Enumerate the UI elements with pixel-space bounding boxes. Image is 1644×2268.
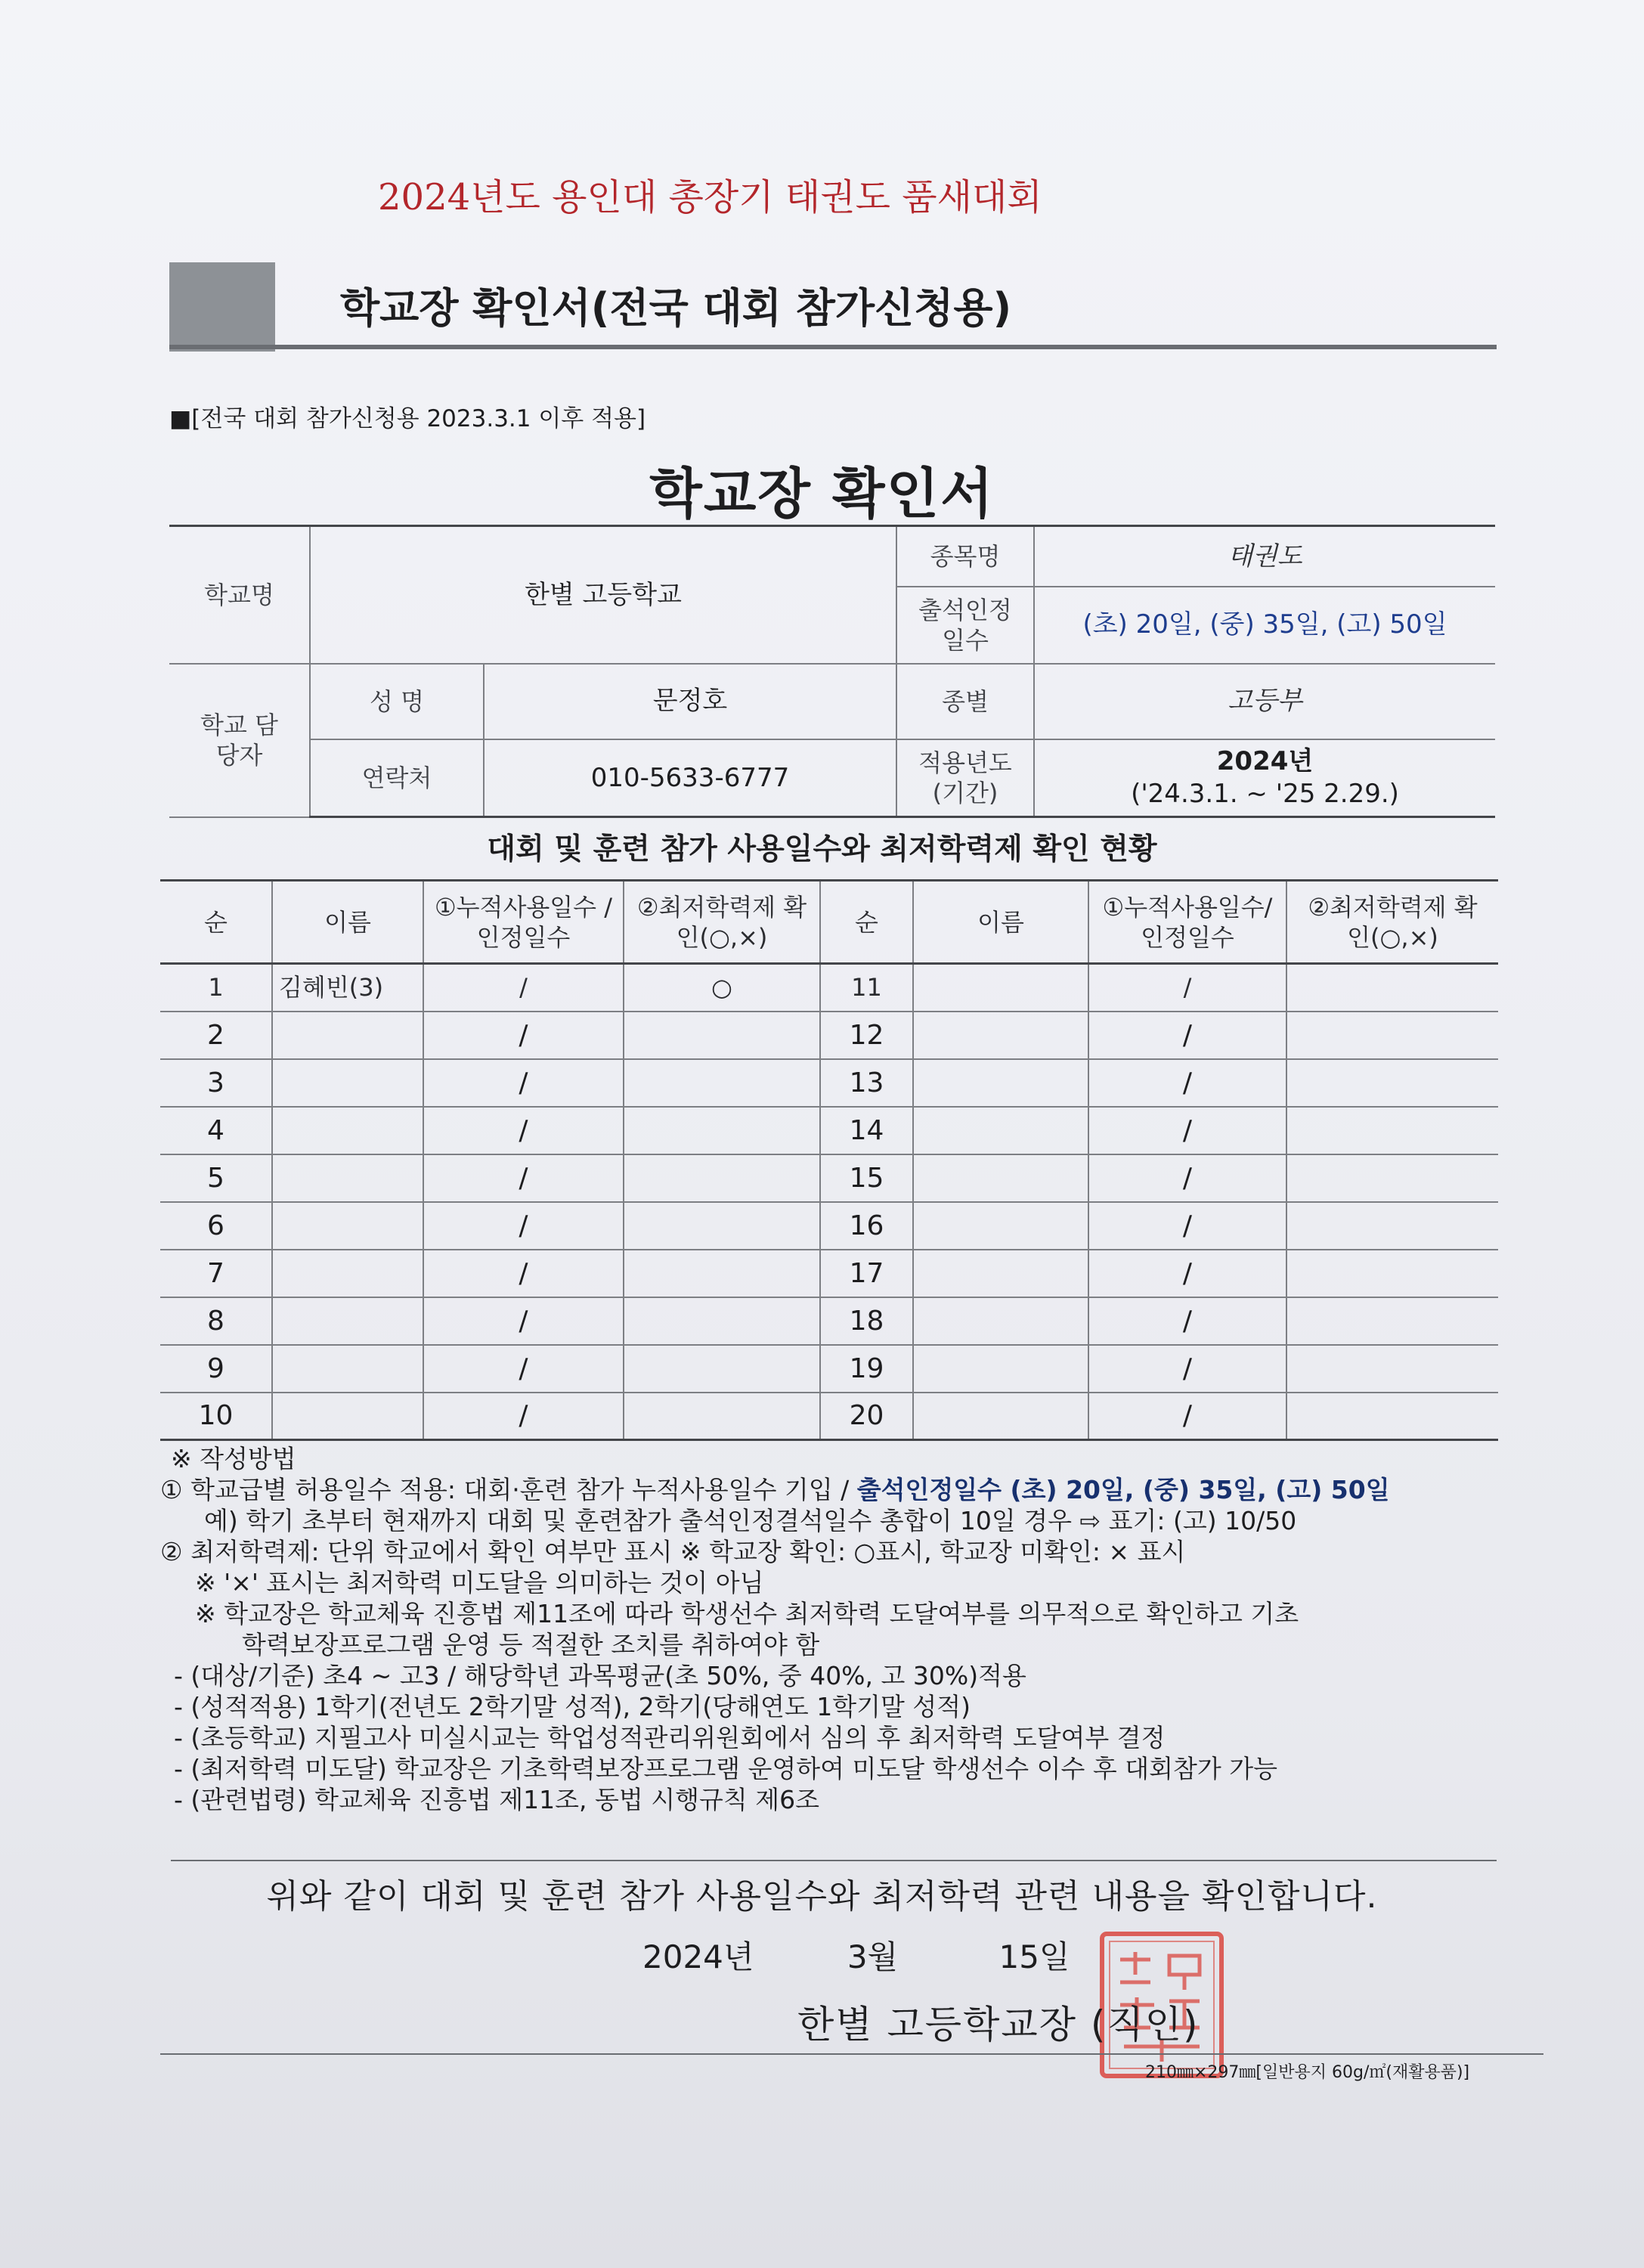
row-days-right: / [1088,1202,1286,1250]
row-name-right [913,1059,1088,1107]
row-no-right: 12 [820,1012,913,1059]
table-row [160,1202,1498,1250]
header-days-right-text: ①누적사용일수/ 인정일수 [1102,892,1273,952]
row-min-check [624,1250,820,1297]
row-name [272,1154,423,1202]
contact-label: 연락처 [310,739,484,817]
row-days-right: / [1088,1250,1286,1297]
category-value: 고등부 [1034,664,1495,739]
row-name [272,1345,423,1393]
row-days: / [423,1107,624,1154]
header-no-right: 순 [820,881,913,964]
table-row [160,1107,1498,1154]
row-no-right: 14 [820,1107,913,1154]
row-no-right: 16 [820,1202,913,1250]
sport-label: 종목명 [896,526,1034,587]
instruction-item-1-text: ① 학교급별 허용일수 적용: 대회·훈련 참가 누적사용일수 기입 / [160,1475,857,1504]
table-row [160,1059,1498,1107]
instruction-dash-4: - (최저학력 미도달) 학교장은 기초학력보장프로그램 운영하여 미도달 학생선수 이수 후 대회참가 가능 [174,1754,1278,1783]
manager-label [169,664,310,817]
row-min-check: ○ [624,964,820,1012]
row-no: 2 [160,1012,272,1059]
attend-label [896,587,1034,664]
row-no: 10 [160,1393,272,1440]
header-days [423,881,624,964]
school-label: 학교명 [169,526,310,664]
row-days: / [423,1154,624,1202]
instruction-dash-3: - (초등학교) 지필고사 미실시교는 학업성적관리위원회에서 심의 후 최저학력 도달여부 결정 [174,1723,1166,1752]
row-days-right: / [1088,964,1286,1012]
row-min-check-right [1286,1345,1498,1393]
header-min [624,881,820,964]
row-name-right [913,1012,1088,1059]
table-row [160,1297,1498,1345]
date-month: 3월 [847,1938,899,1975]
row-no: 8 [160,1297,272,1345]
row-min-check [624,1059,820,1107]
year-label-text: 적용년도 (기간) [918,748,1012,807]
row-days-right: / [1088,1345,1286,1393]
row-min-check [624,1393,820,1440]
instruction-dash-5: - (관련법령) 학교체육 진흥법 제11조, 동법 시행규칙 제6조 [174,1785,819,1814]
row-name-right [913,1345,1088,1393]
row-min-check-right [1286,1202,1498,1250]
header-min-right [1286,881,1498,964]
instruction-dash-2: - (성적적용) 1학기(전년도 2학기말 성적), 2학기(당해연도 1학기말 성적) [174,1692,971,1721]
row-no: 4 [160,1107,272,1154]
instruction-example: 예) 학기 초부터 현재까지 대회 및 훈련참가 출석인정결석일수 총합이 10일 경우 ⇨ 표기: (고) 10/50 [204,1506,1297,1535]
row-name-right [913,1107,1088,1154]
instruction-item-1-highlight: 출석인정일수 (초) 20일, (중) 35일, (고) 50일 [856,1475,1390,1504]
row-name-right [913,1250,1088,1297]
row-no-right: 19 [820,1345,913,1393]
confirmation-statement: 위와 같이 대회 및 훈련 참가 사용일수와 최저학력 관련 내용을 확인합니다. [266,1877,1378,1916]
row-min-check-right [1286,1154,1498,1202]
row-no: 9 [160,1345,272,1393]
divider-line [171,1860,1497,1861]
category-label: 종별 [896,664,1034,739]
row-days: / [423,1202,624,1250]
event-title: 2024년도 용인대 총장기 태권도 품새대회 [378,176,1042,218]
manager-name: 문정호 [484,664,896,739]
year-cell [1034,739,1495,817]
table-row [160,1154,1498,1202]
section-title: 대회 및 훈련 참가 사용일수와 최저학력제 확인 현황 [487,832,1157,866]
row-min-check [624,1202,820,1250]
main-title: 학교장 확인서 [649,462,995,525]
instruction-note-1: ※ '×' 표시는 최저학력 미도달을 의미하는 것이 아님 [195,1568,764,1597]
row-name [272,1012,423,1059]
attend-value: (초) 20일, (중) 35일, (고) 50일 [1034,587,1495,664]
row-no-right: 13 [820,1059,913,1107]
row-days-right: / [1088,1012,1286,1059]
period-value: ('24.3.1. ~ '25 2.29.) [1131,778,1399,809]
school-name: 한별 고등학교 [310,526,896,664]
banner-title: 학교장 확인서(전국 대회 참가신청용) [340,284,1012,332]
row-no-right: 11 [820,964,913,1012]
header-min-right-text: ②최저학력제 확인(○,×) [1308,892,1478,952]
row-min-check-right [1286,1393,1498,1440]
header-days-text: ①누적사용일수 /인정일수 [434,892,613,952]
row-days-right: / [1088,1059,1286,1107]
row-name-right [913,1202,1088,1250]
row-name [272,1250,423,1297]
row-days: / [423,1297,624,1345]
applicability-note: ■[전국 대회 참가신청용 2023.3.1 이후 적용] [169,405,646,432]
name-label: 성 명 [310,664,484,739]
date-year: 2024년 [642,1938,754,1975]
header-name-right: 이름 [913,881,1088,964]
school-info-table [169,525,1495,818]
table-header-row [160,881,1498,964]
row-name [272,1393,423,1440]
row-days-right: / [1088,1154,1286,1202]
banner-block [169,262,275,352]
row-name-right [913,1297,1088,1345]
instruction-note-2-line-1: ※ 학교장은 학교체육 진흥법 제11조에 따라 학생선수 최저학력 도달여부를 의무적으로 확인하고 기초 [195,1599,1299,1628]
date-day: 15일 [998,1938,1070,1975]
instruction-item-1 [160,1475,1543,1506]
row-no-right: 15 [820,1154,913,1202]
row-days-right: / [1088,1297,1286,1345]
table-row [160,964,1498,1012]
row-no: 1 [160,964,272,1012]
row-min-check [624,1012,820,1059]
row-min-check [624,1297,820,1345]
row-no: 5 [160,1154,272,1202]
banner-underline [169,345,1497,349]
row-days: / [423,1393,624,1440]
row-no-right: 18 [820,1297,913,1345]
row-min-check-right [1286,1012,1498,1059]
row-name-right [913,1154,1088,1202]
instructions [160,1444,1543,1816]
header-name: 이름 [272,881,423,964]
row-min-check [624,1345,820,1393]
issue-date [642,1932,1070,1978]
principal-signature: 한별 고등학교장 (직인) [797,2003,1200,2046]
table-row [160,1012,1498,1059]
row-days: / [423,1345,624,1393]
row-name [272,1107,423,1154]
row-name-right [913,1393,1088,1440]
row-days-right: / [1088,1393,1286,1440]
footer-divider [160,2053,1543,2055]
row-name: 김혜빈(3) [272,964,423,1012]
contact-value: 010-5633-6777 [484,739,896,817]
row-name [272,1297,423,1345]
table-row [160,1345,1498,1393]
row-days: / [423,1012,624,1059]
sport-value: 태권도 [1034,526,1495,587]
instruction-note-2-line-2: 학력보장프로그램 운영 등 적절한 조치를 취하여야 함 [242,1630,820,1659]
paper-spec-footer: 210㎜×297㎜[일반용지 60g/㎡(재활용품)] [1145,2063,1470,2082]
row-days: / [423,1059,624,1107]
row-name-right [913,964,1088,1012]
instruction-dash-1: - (대상/기준) 초4 ~ 고3 / 해당학년 과목평균(초 50%, 중 40%, 고 30%)적용 [174,1661,1026,1690]
row-name [272,1059,423,1107]
participation-table [160,879,1498,1441]
row-no: 6 [160,1202,272,1250]
row-min-check-right [1286,1297,1498,1345]
row-no-right: 17 [820,1250,913,1297]
instruction-item-2: ② 최저학력제: 단위 학교에서 확인 여부만 표시 ※ 학교장 확인: ○표시, 학교장 미확인: × 표시 [160,1537,1186,1566]
table-body [160,964,1498,1440]
row-no: 7 [160,1250,272,1297]
header-days-right [1088,881,1286,964]
header-no: 순 [160,881,272,964]
row-days-right: / [1088,1107,1286,1154]
manager-label-text: 학교 담당자 [200,711,278,770]
row-min-check [624,1154,820,1202]
row-days: / [423,1250,624,1297]
row-name [272,1202,423,1250]
row-min-check-right [1286,1250,1498,1297]
row-min-check [624,1107,820,1154]
year-value: 2024년 [1216,746,1314,777]
table-row [160,1393,1498,1440]
row-min-check-right [1286,964,1498,1012]
instructions-heading: ※ 작성방법 [171,1444,296,1473]
row-min-check-right [1286,1107,1498,1154]
table-row [160,1250,1498,1297]
year-label [896,739,1034,817]
row-no-right: 20 [820,1393,913,1440]
row-min-check-right [1286,1059,1498,1107]
header-min-text: ②최저학력제 확인(○,×) [636,892,807,952]
attend-label-text: 출석인정 일수 [918,595,1012,655]
row-no: 3 [160,1059,272,1107]
row-days: / [423,964,624,1012]
